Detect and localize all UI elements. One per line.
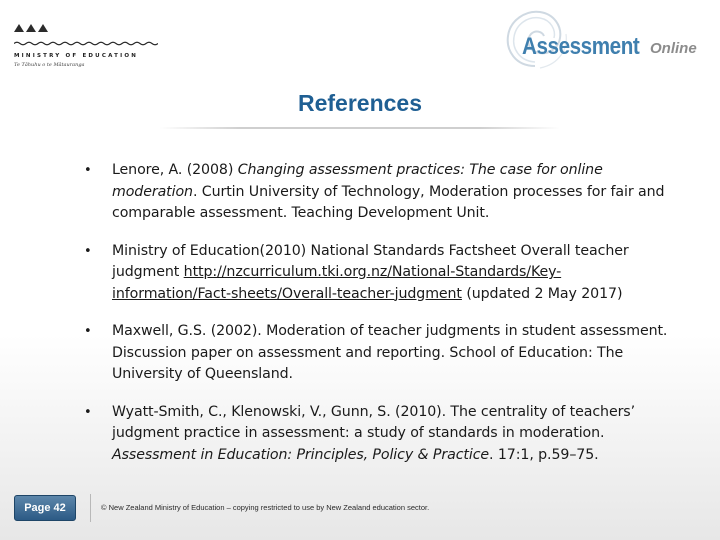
bullet-icon: • [84,404,92,420]
reference-text: Maxwell, G.S. (2002). Moderation of teacher judgments in student assessment. Discussion paper on assessment and reporting. School of Education: The University of Queensland. [112,323,668,382]
crest-icon [14,24,164,32]
page-number-badge: Page 42 [14,495,76,521]
reference-link[interactable]: http://nzcurriculum.tki.org.nz/National-Standards/Key-information/Fact-sheets/Overall-teacher-judgment [112,264,562,302]
slide-title: References [297,90,423,116]
ministry-subtitle: Te Tāhuhu o te Mātauranga [14,62,85,68]
ministry-logo [14,24,164,68]
reference-text: . 17:1, p.59–75. [489,446,599,463]
bullet-icon: • [84,324,92,339]
reference-text: Wyatt-Smith, C., Klenowski, V., Gunn, S. (2010). The centrality of teachers’ judgment practice in assessment: a study of standards in moderation. [112,403,636,441]
assessment-online-logo [470,0,710,80]
reference-title: Assessment in Education: Principles, Policy & Practice [112,446,490,463]
footer-divider [90,494,91,522]
copyright-notice: © New Zealand Ministry of Education – copying restricted to use by New Zealand education sector. [101,503,430,512]
bullet-icon: • [84,163,92,178]
ministry-name: MINISTRY OF EDUCATION [14,53,138,59]
reference-text: Lenore, A. (2008) [112,162,238,178]
reference-text: . Curtin University of Technology, Moderation processes for fair and comparable assessment. Teaching Development Unit. [112,183,665,221]
title-divider [160,127,560,129]
reference-text: (updated 2 May 2017) [461,285,623,302]
reference-item [84,402,674,467]
bullet-icon: • [84,243,92,259]
reference-list [84,160,674,466]
reference-item [84,321,674,386]
reference-title: Changing assessment practices: The case for online moderation [112,162,603,200]
wave-line-icon [14,41,158,46]
reference-item [84,241,674,306]
logo-suffix: Online [650,40,697,57]
logo-word: Assessment [522,33,640,60]
reference-item [84,160,674,225]
reference-text: Ministry of Education(2010) National Standards Factsheet Overall teacher judgment [112,242,629,280]
